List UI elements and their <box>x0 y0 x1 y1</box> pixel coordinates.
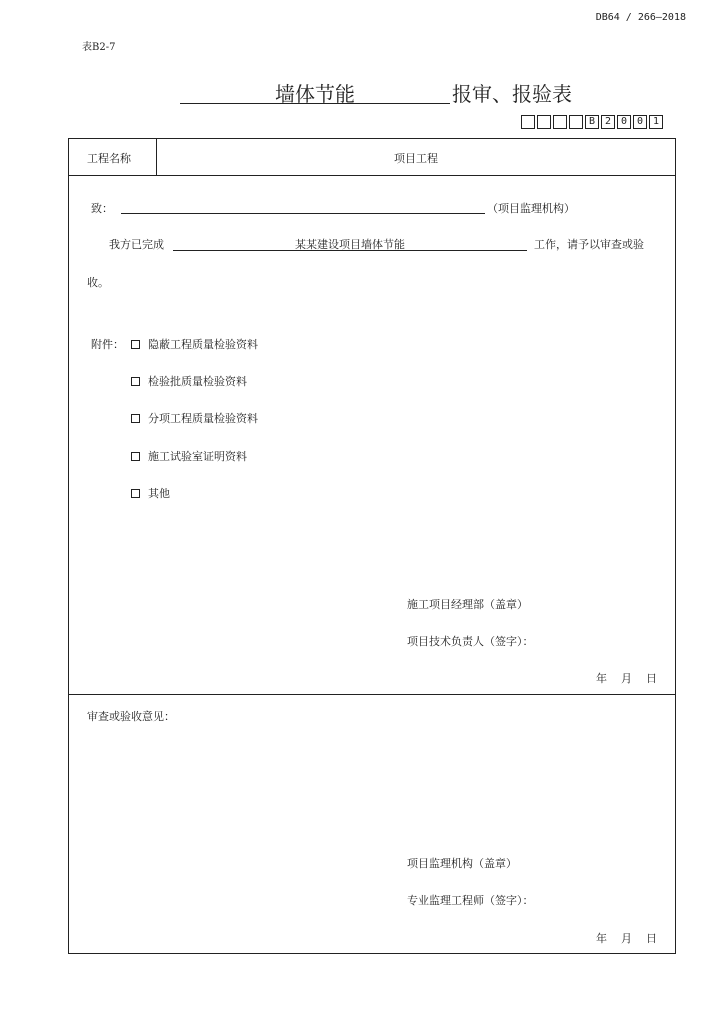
attachment-item[interactable] <box>131 336 258 352</box>
attachment-item[interactable] <box>131 373 247 389</box>
code-box <box>569 115 583 129</box>
review-label: 审查或验收意见： <box>87 710 175 723</box>
attachment-label: 分项工程质量检验资料 <box>148 412 258 425</box>
body-suffix: 工作，请予以审查或验 <box>534 238 644 251</box>
title-subject: 墙体节能 <box>275 82 355 106</box>
supervisor-org-seal[interactable]: 项目监理机构（盖章） <box>407 857 517 870</box>
tech-lead-signature[interactable]: 项目技术负责人（签字）： <box>407 635 534 648</box>
attachment-label: 施工试验室证明资料 <box>148 450 247 463</box>
project-name-label: 工程名称 <box>87 152 131 165</box>
supervisor-signature[interactable]: 专业监理工程师（签字）： <box>407 894 534 907</box>
contractor-dept-seal[interactable]: 施工项目经理部（盖章） <box>407 598 528 611</box>
checkbox[interactable] <box>131 489 140 498</box>
code-box <box>537 115 551 129</box>
checkbox[interactable] <box>131 377 140 386</box>
body-prefix: 我方已完成 <box>109 238 164 251</box>
standard-number: DB64 / 266—2018 <box>595 12 686 23</box>
attachment-label: 隐蔽工程质量检验资料 <box>148 338 258 351</box>
form-title <box>180 78 600 106</box>
attachment-label: 检验批质量检验资料 <box>148 375 247 388</box>
contractor-date[interactable]: 年 月 日 <box>596 672 657 685</box>
body-continued: 收。 <box>87 276 109 289</box>
table-number: 表B2-7 <box>82 42 116 53</box>
completed-work-underline <box>173 250 527 251</box>
review-opinion-area[interactable] <box>87 729 657 839</box>
row-divider <box>69 175 675 176</box>
review-date[interactable]: 年 月 日 <box>596 932 657 945</box>
code-box: 2 <box>601 115 615 129</box>
to-org-field[interactable] <box>121 213 485 214</box>
checkbox[interactable] <box>131 340 140 349</box>
code-box: 0 <box>617 115 631 129</box>
checkbox[interactable] <box>131 452 140 461</box>
title-underline <box>180 103 450 104</box>
attachment-item[interactable] <box>131 410 258 426</box>
code-box <box>521 115 535 129</box>
section-divider <box>69 694 675 695</box>
project-name-value[interactable]: 项目工程 <box>394 152 438 165</box>
code-box: B <box>585 115 599 129</box>
attachment-item[interactable] <box>131 485 170 501</box>
title-suffix: 报审、报验表 <box>452 82 572 106</box>
checkbox[interactable] <box>131 414 140 423</box>
attachment-item[interactable] <box>131 448 247 464</box>
to-org-hint: （项目监理机构） <box>487 202 575 215</box>
form-code <box>521 115 663 129</box>
form-table <box>68 138 676 954</box>
code-box <box>553 115 567 129</box>
attachment-label: 其他 <box>148 487 170 500</box>
completed-work-field[interactable]: 某某建设项目墙体节能 <box>295 238 405 251</box>
attachments-label: 附件： <box>91 338 124 351</box>
to-label: 致： <box>91 202 113 215</box>
code-box: 1 <box>649 115 663 129</box>
code-box: 0 <box>633 115 647 129</box>
